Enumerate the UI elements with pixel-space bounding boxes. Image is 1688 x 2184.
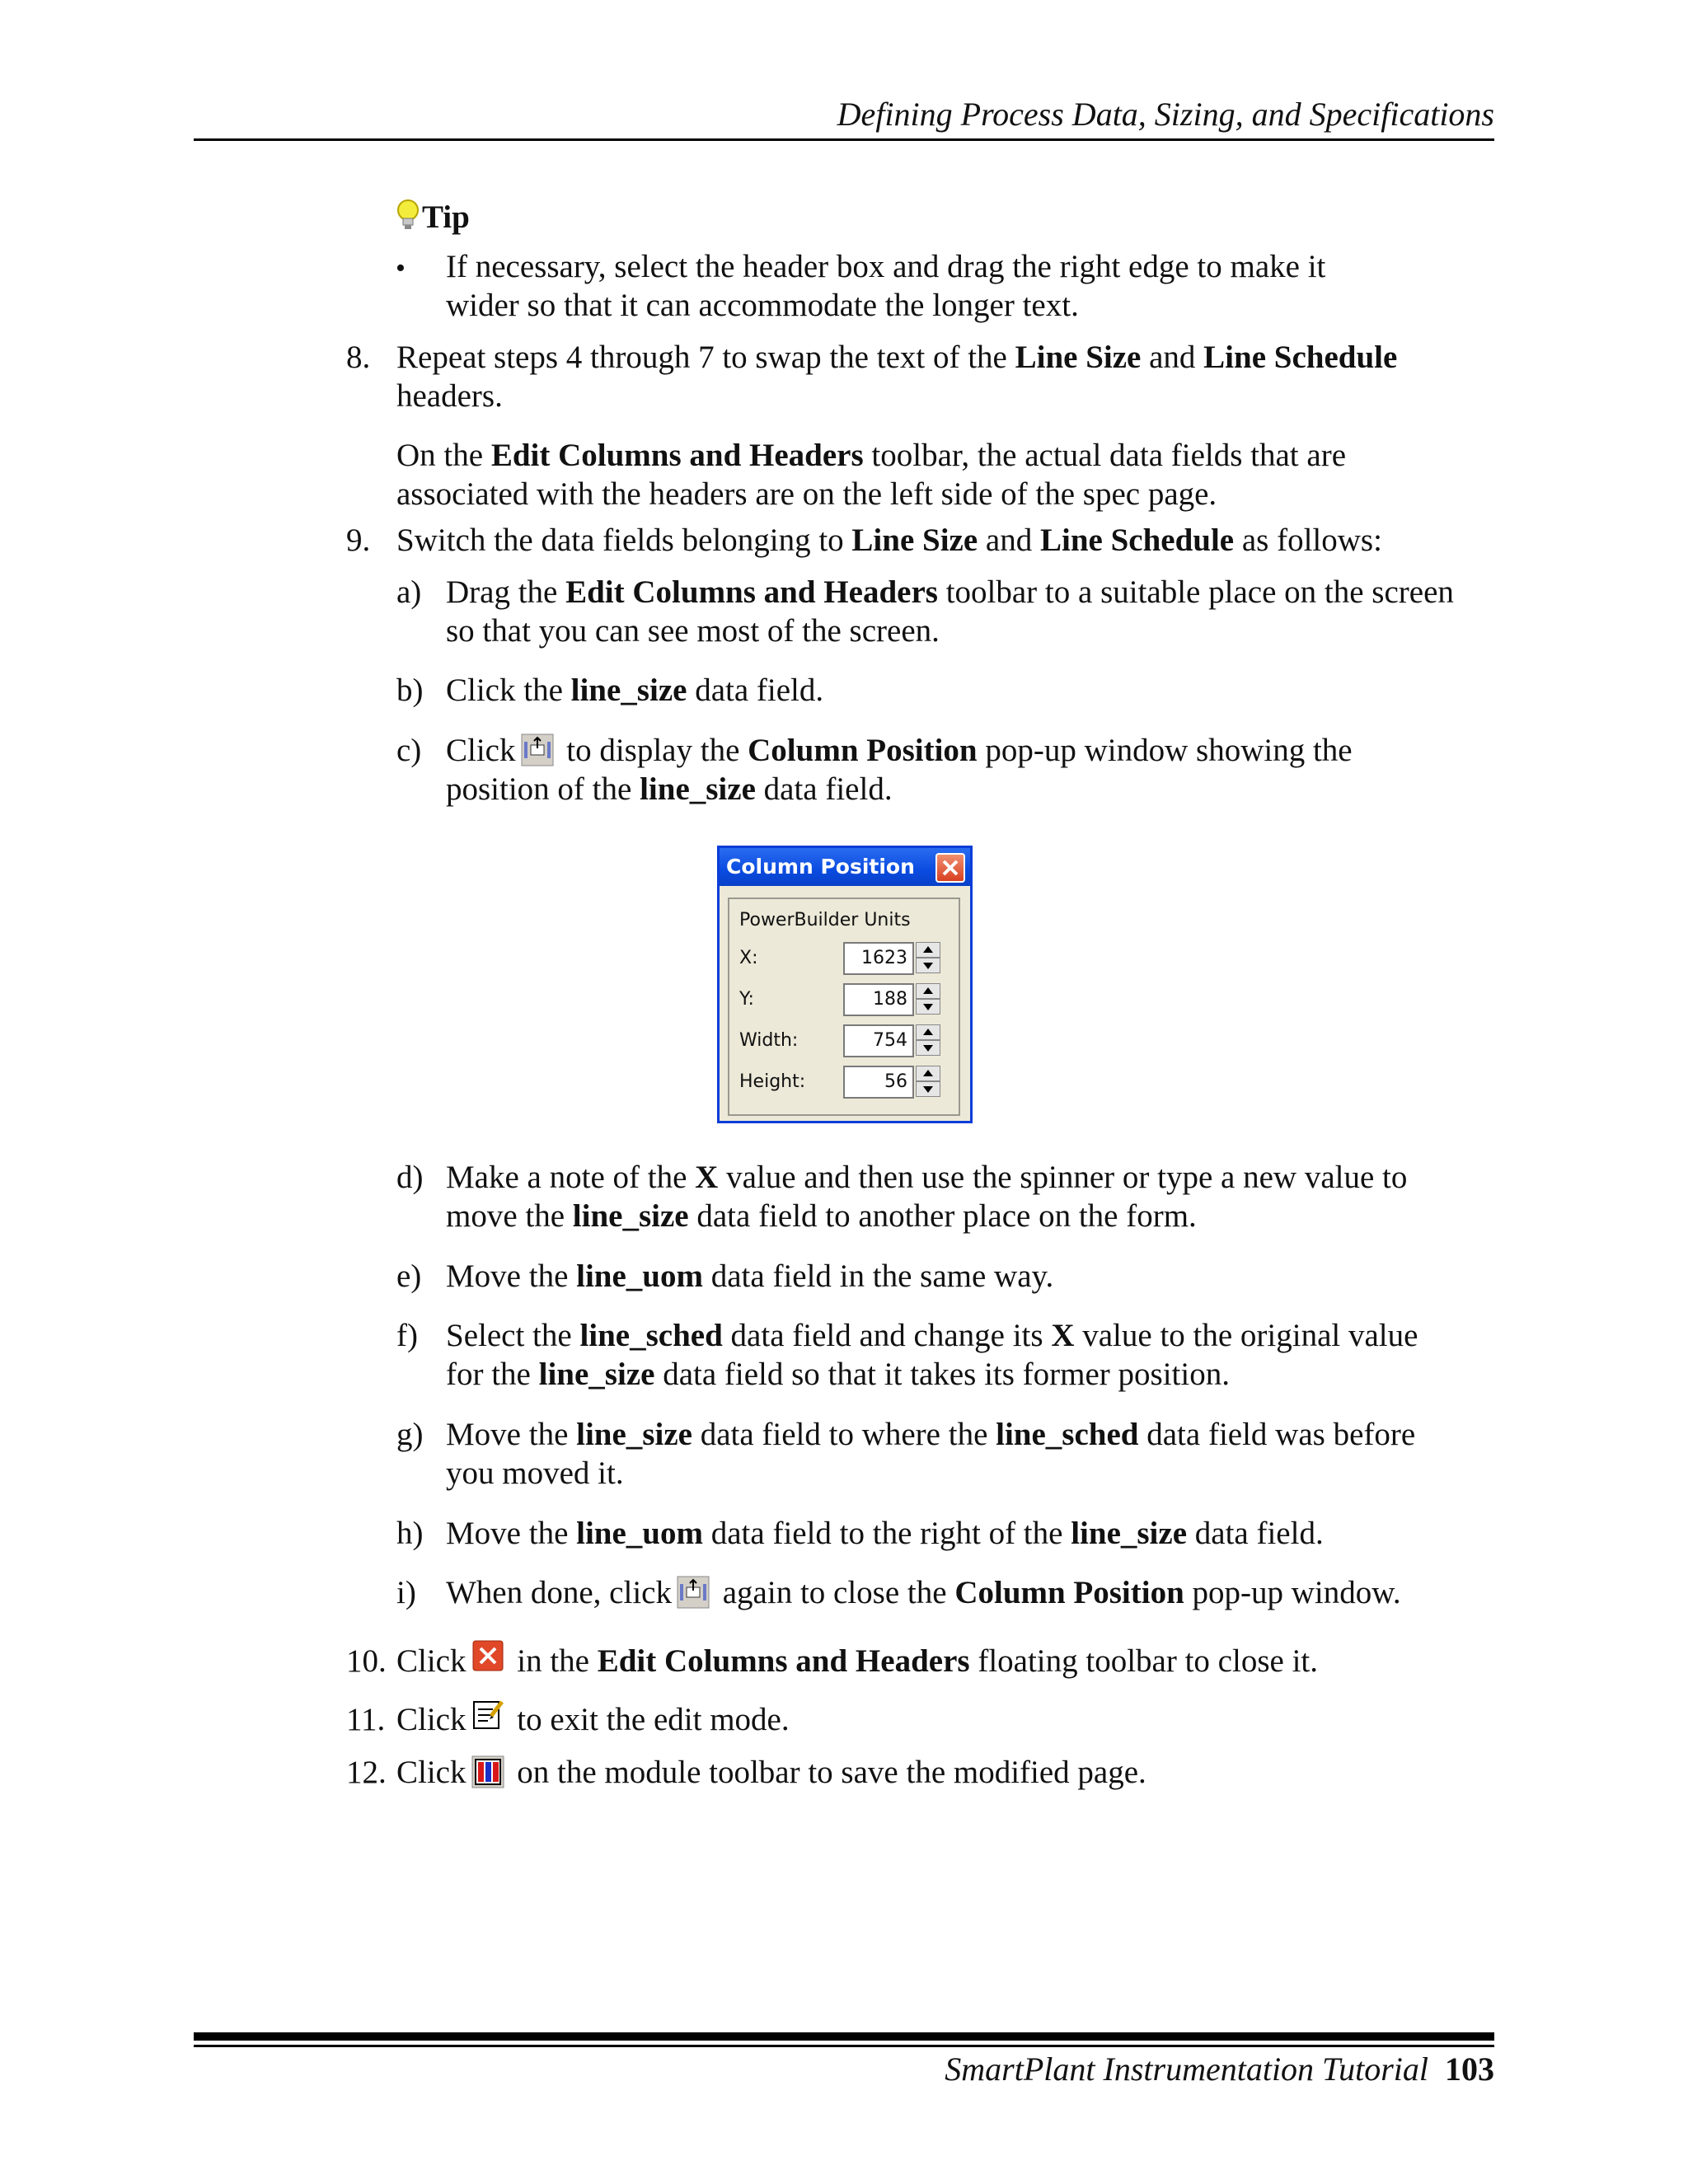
substep-i-label: i) <box>396 1575 416 1610</box>
step-9-number: 9. <box>346 523 371 558</box>
close-icon[interactable] <box>935 853 965 883</box>
substep-g-text: Move the line_size data field to where the line_sched data field was before <box>446 1417 1416 1452</box>
substep-b-label: b) <box>396 673 424 708</box>
note-paragraph-2: associated with the headers are on the left side of the spec page. <box>396 476 1217 512</box>
substep-f-text: Select the line_sched data field and change its X value to the original value <box>446 1318 1418 1353</box>
substep-g-text-2: you moved it. <box>446 1455 624 1491</box>
substep-d-label: d) <box>396 1160 424 1195</box>
substep-i-text: When done, click again to close the Column Position pop-up window. <box>446 1575 1401 1610</box>
step-9-text: Switch the data fields belonging to Line Size and Line Schedule as follows: <box>396 523 1382 558</box>
substep-f-text-2: for the line_size data field so that it takes its former position. <box>446 1357 1230 1392</box>
substep-e-text: Move the line_uom data field in the same way. <box>446 1258 1054 1294</box>
tip-text-2: wider so that it can accommodate the longer text. <box>446 288 1079 323</box>
close-toolbar-icon <box>471 1639 504 1672</box>
step-8-number: 8. <box>346 340 371 375</box>
running-header: Defining Process Data, Sizing, and Specifications <box>837 96 1494 133</box>
x-label: X: <box>739 948 758 968</box>
y-field[interactable]: 188 <box>843 983 914 1016</box>
step-8-text: Repeat steps 4 through 7 to swap the text of the Line Size and Line Schedule <box>396 340 1398 375</box>
step-11-text: Click to exit the edit mode. <box>396 1700 790 1740</box>
step-8-text-2: headers. <box>396 378 503 414</box>
substep-d-text: Make a note of the X value and then use the spinner or type a new value to <box>446 1160 1408 1195</box>
note-paragraph: On the Edit Columns and Headers toolbar, the actual data fields that are <box>396 438 1346 473</box>
width-field[interactable]: 754 <box>843 1024 914 1057</box>
substep-b-text: Click the line_size data field. <box>446 673 824 708</box>
units-group-label: PowerBuilder Units <box>739 910 911 930</box>
step-12-text: Click on the module toolbar to save the modified page. <box>396 1755 1146 1790</box>
substep-h-label: h) <box>396 1516 424 1551</box>
substep-c-label: c) <box>396 733 422 768</box>
substep-d-text-2: move the line_size data field to another place on the form. <box>446 1198 1197 1234</box>
header-rule <box>194 138 1494 141</box>
y-spinner[interactable] <box>916 983 940 1016</box>
substep-c-text: Click to display the Column Position pop-up window showing the <box>446 733 1353 768</box>
edit-mode-icon <box>471 1698 504 1731</box>
column-position-icon <box>521 733 554 766</box>
column-position-dialog <box>717 846 973 1123</box>
height-label: Height: <box>739 1071 806 1092</box>
tip-heading <box>394 198 470 237</box>
substep-e-label: e) <box>396 1258 422 1294</box>
footer-title: SmartPlant Instrumentation Tutorial <box>945 2050 1428 2088</box>
substep-g-label: g) <box>396 1417 424 1452</box>
y-label: Y: <box>739 989 754 1010</box>
step-10-text: Click in the Edit Columns and Headers floating toolbar to close it. <box>396 1642 1318 1681</box>
save-page-icon <box>471 1755 504 1788</box>
lightbulb-icon <box>394 199 422 232</box>
substep-a-text: Drag the Edit Columns and Headers toolbar to a suitable place on the screen <box>446 574 1454 610</box>
tip-text-1: If necessary, select the header box and drag the right edge to make it <box>446 249 1326 284</box>
substep-a-text-2: so that you can see most of the screen. <box>446 613 940 649</box>
substep-a-label: a) <box>396 574 422 610</box>
height-spinner[interactable] <box>916 1066 940 1099</box>
substep-f-label: f) <box>396 1318 418 1353</box>
column-position-icon <box>677 1576 710 1609</box>
width-spinner[interactable] <box>916 1024 940 1057</box>
step-11-number: 11. <box>346 1702 386 1737</box>
height-field[interactable]: 56 <box>843 1066 914 1099</box>
dialog-title: Column Position <box>720 848 970 886</box>
footer-rule-thick <box>194 2032 1494 2041</box>
width-label: Width: <box>739 1030 799 1051</box>
x-field[interactable]: 1623 <box>843 942 914 975</box>
x-spinner[interactable] <box>916 942 940 975</box>
running-footer <box>194 2047 1494 2092</box>
page-number: 103 <box>1445 2050 1494 2088</box>
step-10-number: 10. <box>346 1643 387 1679</box>
tip-title: Tip <box>422 199 470 235</box>
tip-bullet: • <box>396 253 406 284</box>
units-group <box>728 898 960 1116</box>
step-12-number: 12. <box>346 1755 387 1790</box>
substep-c-text-2: position of the line_size data field. <box>446 771 893 807</box>
substep-h-text: Move the line_uom data field to the right of the line_size data field. <box>446 1516 1324 1551</box>
